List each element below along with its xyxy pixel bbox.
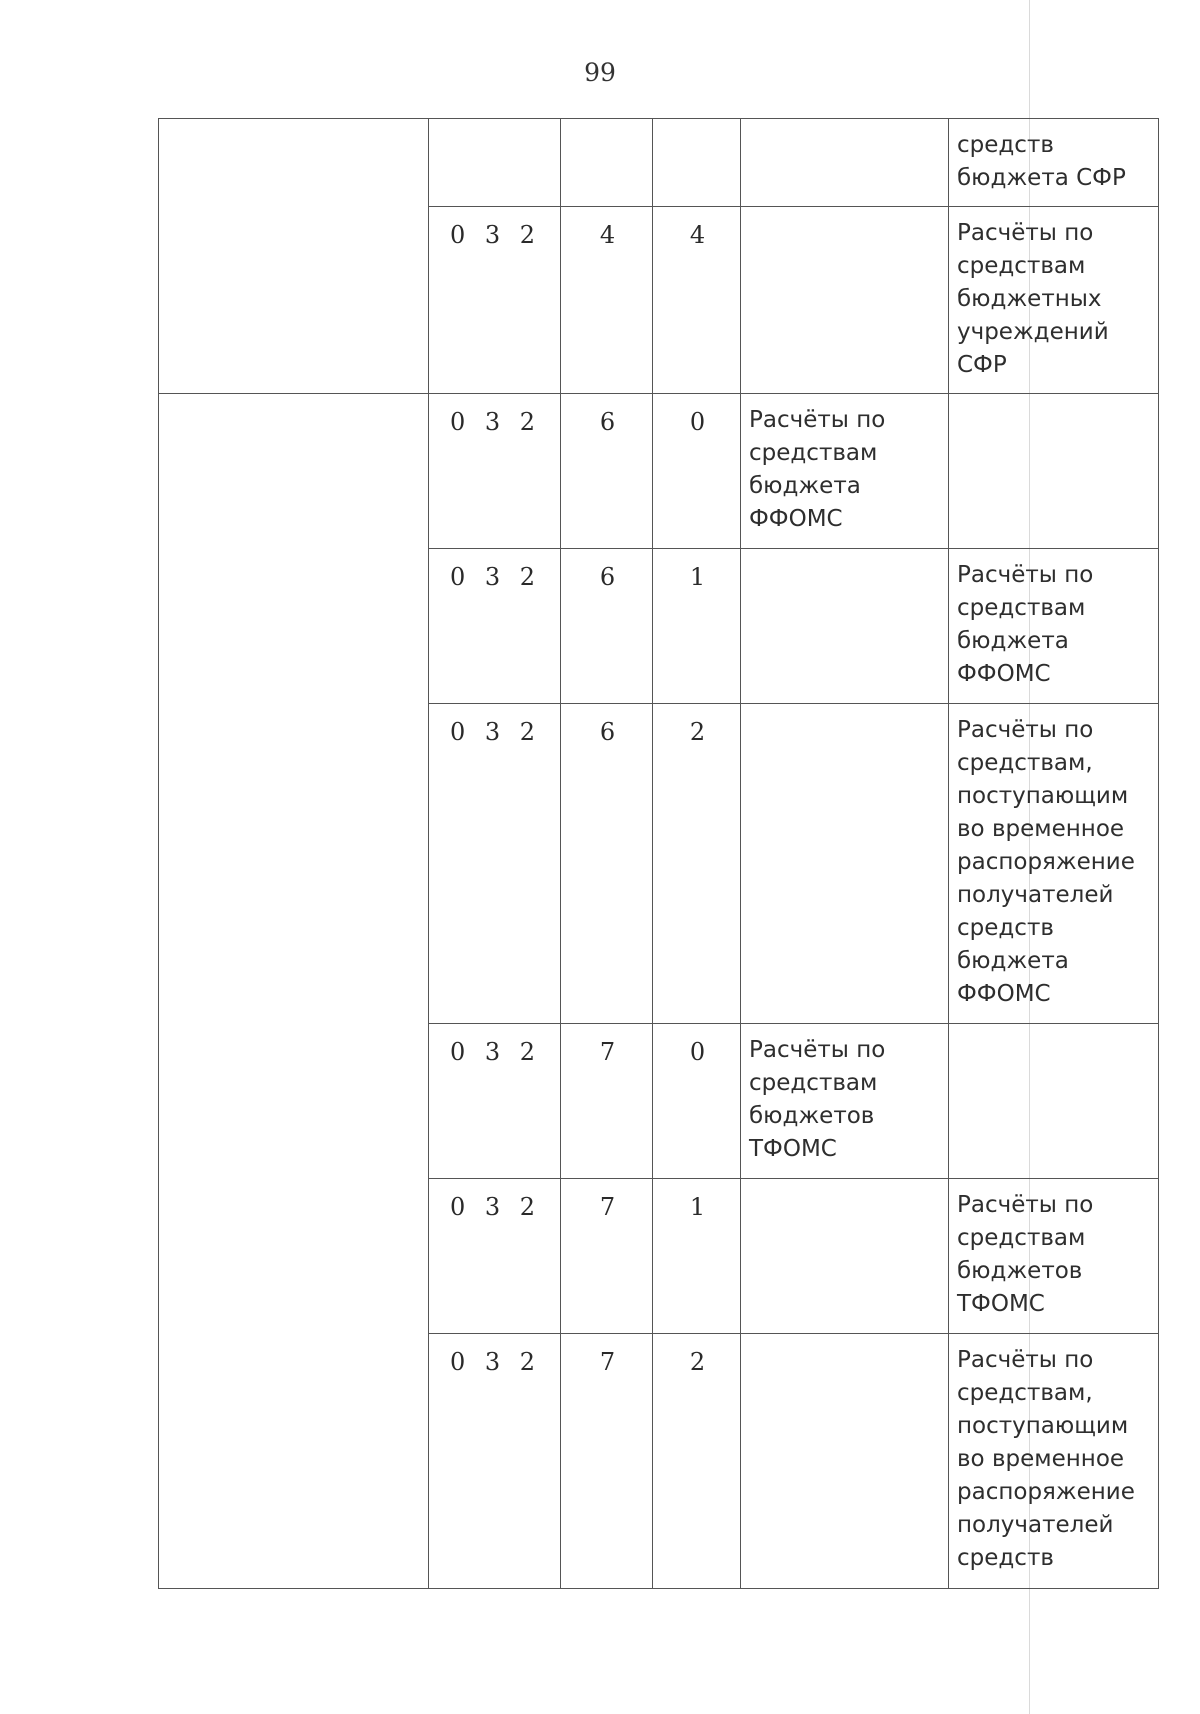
digit2-cell: 1 (653, 1179, 741, 1334)
classification-table (158, 118, 1159, 1589)
item-name-cell: Расчёты по средствам, поступающим во временное распоряжение получателей средств (949, 1334, 1159, 1589)
digit1-cell: 6 (561, 704, 653, 1024)
digit1-cell: 6 (561, 394, 653, 549)
digit1-cell (561, 119, 653, 207)
digit2-cell: 0 (653, 394, 741, 549)
left-blank-cell (159, 119, 429, 394)
item-name-cell: Расчёты по средствам бюджета ФФОМС (949, 549, 1159, 704)
digit2-cell (653, 119, 741, 207)
digit1-cell: 4 (561, 207, 653, 394)
code-cell: 0 3 2 (429, 549, 561, 704)
item-name-cell: Расчёты по средствам бюджетов ТФОМС (949, 1179, 1159, 1334)
digit2-cell: 1 (653, 549, 741, 704)
group-name-cell (741, 1179, 949, 1334)
digit1-cell: 7 (561, 1179, 653, 1334)
digit2-cell: 4 (653, 207, 741, 394)
digit1-cell: 7 (561, 1334, 653, 1589)
item-name-cell: средств бюджета СФР (949, 119, 1159, 207)
code-cell: 0 3 2 (429, 1179, 561, 1334)
digit2-cell: 0 (653, 1024, 741, 1179)
digit1-cell: 7 (561, 1024, 653, 1179)
item-name-cell (949, 1024, 1159, 1179)
code-cell (429, 119, 561, 207)
digit2-cell: 2 (653, 1334, 741, 1589)
group-name-cell (741, 1334, 949, 1589)
group-name-cell (741, 704, 949, 1024)
group-name-cell (741, 207, 949, 394)
digit1-cell: 6 (561, 549, 653, 704)
group-name-cell (741, 119, 949, 207)
digit2-cell: 2 (653, 704, 741, 1024)
table-row (159, 394, 1159, 549)
code-cell: 0 3 2 (429, 1334, 561, 1589)
item-name-cell: Расчёты по средствам бюджетных учреждений СФР (949, 207, 1159, 394)
left-blank-cell (159, 394, 429, 1589)
group-name-cell: Расчёты по средствам бюджетов ТФОМС (741, 1024, 949, 1179)
code-cell: 0 3 2 (429, 394, 561, 549)
code-cell: 0 3 2 (429, 704, 561, 1024)
group-name-cell (741, 549, 949, 704)
code-cell: 0 3 2 (429, 207, 561, 394)
item-name-cell (949, 394, 1159, 549)
page-number: 99 (584, 58, 616, 87)
code-cell: 0 3 2 (429, 1024, 561, 1179)
item-name-cell: Расчёты по средствам, поступающим во временное распоряжение получателей средств бюджета ФФОМС (949, 704, 1159, 1024)
table-row (159, 119, 1159, 207)
group-name-cell: Расчёты по средствам бюджета ФФОМС (741, 394, 949, 549)
